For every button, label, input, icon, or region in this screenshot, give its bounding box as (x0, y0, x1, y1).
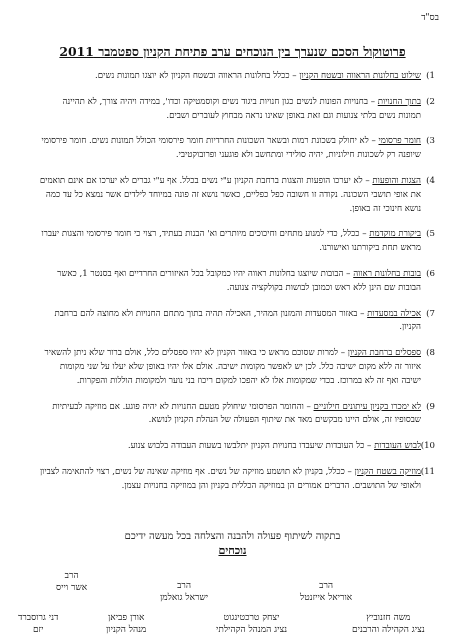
item-text: – ככלל, בקניון לא תושמע מוזיקה של נשים. אף מוזיקה שאינה של נשים, רצוי להתאימה לצביון ולאופי של התושבים. הדברים אמורים הן במוזיקה הכללית בקניון והן במוזיקה בחנויות עצמן. (39, 466, 421, 491)
signature-title: הרב (64, 571, 79, 581)
item-heading: לא ימכרו בקניון עיתונים חילוניים (313, 401, 421, 412)
protocol-item (38, 70, 435, 84)
protocol-item (38, 401, 435, 429)
item-text: – הבובות שיוצגו בחלונות ראווה יהיו כמקובל בכל האיזורים החרדיים ואף בסנטר 1, כאשר הבובות שם הינן ללא ראש וכמובן לבושות בקולקציה צנועה. (57, 268, 421, 293)
protocol-item (38, 135, 435, 163)
item-text: – ככלל, כדי למנוע מתחים וחיכוכים מיותרים וא' הבנות בעתיד, רצוי כי חומר פירסומי והצגות יעברו מראש תחת ביקורתנו ואישורנו. (41, 229, 421, 254)
item-number: 1) (426, 71, 435, 81)
item-text: – באזור המסעדות והמזנון המהיר, האכילה תהיה בתוך מתחם החנויות ולא מחוצה להם ברחבת הקניון. (54, 308, 421, 333)
item-heading: אכילה במסעדות (367, 308, 421, 319)
item-heading: שילוט בחלונות הראווה ובשטח הקניון (299, 71, 421, 81)
item-heading: בובות בחלונות ראווה (353, 268, 421, 279)
closing-block (30, 530, 435, 558)
protocol-items (38, 70, 435, 506)
bsd-header: בס"ד (421, 13, 439, 23)
item-number: 10) (420, 441, 435, 452)
item-number: 3) (426, 136, 435, 147)
signature-role: נציג הקהילה והרבנים (352, 625, 425, 635)
protocol-item (38, 268, 435, 296)
item-heading: הצגות והופעות (372, 175, 421, 186)
protocol-item (38, 96, 435, 124)
protocol-item (38, 175, 435, 216)
present-heading: נוכחים (218, 544, 247, 557)
item-number: 8) (426, 348, 435, 359)
item-text: – והחומר הפרסומי שיחולק מטעם החנויות לא יהיה פוגע. אם מוזיקה לבעיתיות שבסופיו זה, אולם היינו מבקשים מאד את שיתוף הפעולה של הנהלת הקניון לנושא. (52, 401, 421, 426)
signature-title: הרב (177, 581, 192, 591)
signature-name: אורן פביאן (108, 613, 145, 623)
item-heading: מוזיקה בשטח הקניון (354, 466, 421, 477)
signature-name: אשר וייס (56, 583, 88, 593)
item-number: 2) (426, 96, 435, 107)
item-number: 5) (426, 229, 435, 240)
item-text: – לא יערכו הופעות והצגות ברחבת הקניון ע"י נשים בכלל. אף ע"י גברים לא יערכו אם אינם תואמים את אופי תושבי השכונה. נקודה זו חשובה כפל כפליים, כאשר נושא זה פונה במיוחד לילדים אשר נמצא כל עד כמה נושא חינוכי זה באופן. (39, 175, 421, 214)
closing-line: בתקוה לשיתוף פעולה ולהבנה והצלחה בכל מעשה ידיכם (124, 531, 341, 542)
signature-role: מנהל הקניון (106, 625, 147, 635)
signature-name: משה חזנוביץ (366, 613, 411, 623)
document-title: פרוטוקול הסכם שנערך בין הנוכחים ערב פתיחת הקניון ספטמבר 2011 (59, 44, 406, 59)
item-text: – לא יחולק בשכונת רמות ובשאר השכונות החרדיות חומר פירסומי הכולל תמונות נשים. חומר פירסומי שיופנה רק לשכונות חילוניות, יהיה סולידי ומתחשב ולא פוגעני ופרובוקטיבי. (41, 136, 421, 161)
signature-block (352, 612, 425, 636)
signature-block (160, 580, 208, 604)
item-text: – למרות שסוכם מראש כי באזור הקניון לא יהיו ספסלים כלל, אולם ברור שלא ניתן להשאיר איזור זה ללא מקום ישיבה כלל. לכן יש לאפשר מקומות ישיבה. אולם אלו יהיו באופן שלא יעלו על שני מקומות ישיבה ואף זה לא במרוכז. בכדי שמקומות אלו לא יהפכו למקום ריכוז בני נוער ולמקומות הוללות והפקרות. (44, 348, 421, 386)
protocol-item (38, 347, 435, 388)
item-number: 11) (420, 466, 435, 477)
signature-block (56, 570, 87, 594)
item-number: 6) (426, 268, 435, 279)
signature-block (300, 580, 352, 604)
signature-role: יזם (32, 625, 44, 635)
item-heading: לבוש העובדות (374, 441, 421, 452)
signature-block (216, 612, 287, 636)
signature-name: דני גרוסברד (18, 613, 59, 623)
signature-title: הרב (319, 581, 334, 591)
signature-block (106, 612, 146, 636)
protocol-item (38, 466, 435, 494)
item-text: – כל העובדות שיעבדו בחנויות הקניון יתלבשו בשעות העבודה בלבוש צנוע. (127, 441, 375, 452)
signature-name: ישראל גואלמן (160, 593, 209, 603)
signature-name: יצחק טרכטינגוט (223, 613, 280, 623)
item-number: 9) (426, 401, 435, 412)
item-number: 4) (426, 175, 435, 186)
item-number: 7) (426, 308, 435, 319)
item-heading: חומר פרסומי (378, 136, 421, 147)
signature-name: אוריאל אייזנטל (300, 593, 353, 603)
protocol-item (38, 228, 435, 256)
signature-block (18, 612, 58, 636)
signature-role: נציג המנהל הקהילתי (216, 625, 288, 635)
protocol-item (38, 440, 435, 454)
item-heading: ביקורת מוקדמת (369, 229, 421, 240)
protocol-item (38, 308, 435, 336)
item-heading: ספסלים ברחבת הקניון (347, 348, 421, 359)
item-heading: בתוך החנויות (377, 96, 421, 107)
item-text: – ככלל בחלונות הראווה ובשטח הקניון לא יוצגו תמונות נשים. (95, 71, 300, 81)
item-text: – בחנויות הפונות לנשים כגון חנויות ביגוד נשים וקוסמטיקה וכדו', במידה ויהיה צורך, לא תהיינה תמונות נשים בלתי צנועות וגם זאת באופן שאינו נראה מבחוץ לעוברים ושבים. (62, 96, 421, 121)
